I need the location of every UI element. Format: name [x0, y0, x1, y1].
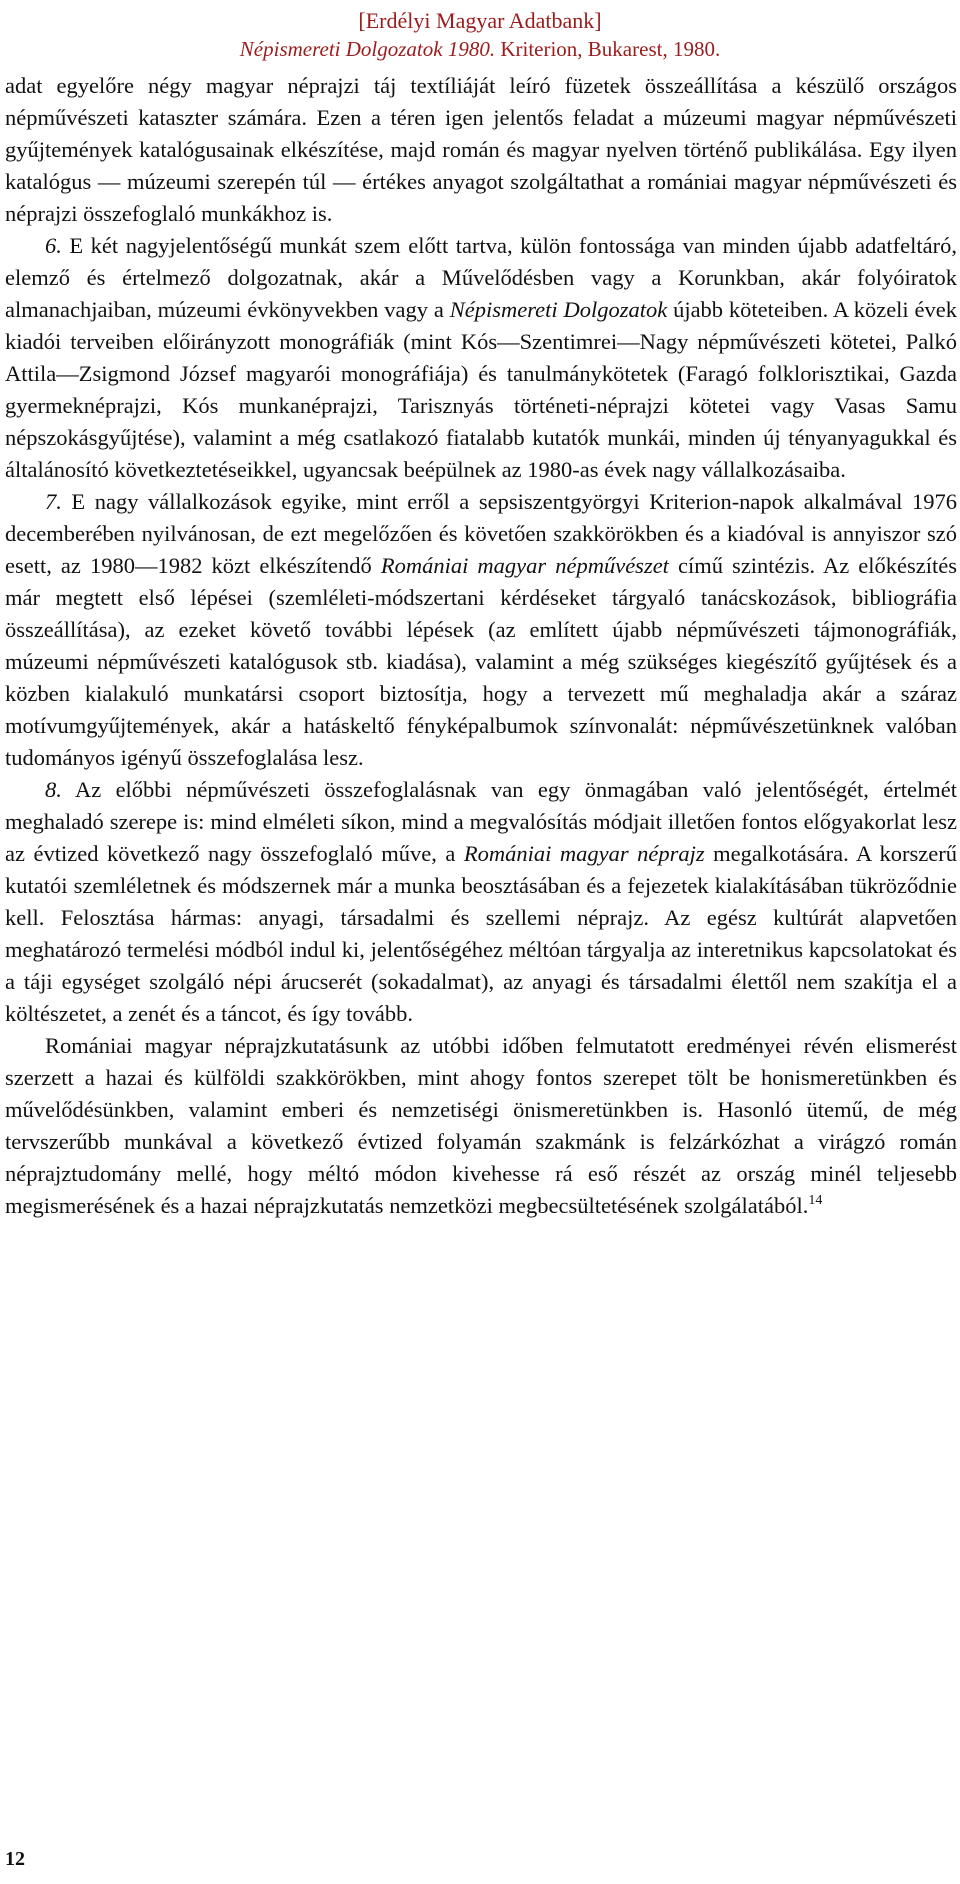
section-number: 6.	[45, 233, 62, 258]
section-number: 8.	[45, 777, 62, 802]
section-number: 7.	[45, 489, 62, 514]
paragraph-text: újabb köteteiben. A közeli évek kiadói terveiben előirányzott monográfiák (mint Kós—Szentimrei—Nagy népművészeti kötetei, Palkó Attila—Zsigmond József magyarói monográfiája) és tanulmánykötetek (Faragó folklorisztikai, Gazda gyermeknéprajzi, Kós munkanéprajzi, Tarisznyás történeti-néprajzi kötetei vagy Vasas Samu népszokásgyűjtése), valamint a még csatlakozó fiatalabb kutatók munkái, minden új tényanyagukkal és általánosító következtetéseikkel, ugyancsak beépülnek az 1980-as évek nagy vállalkozásaiba.	[5, 297, 958, 482]
publication-title: Népismereti Dolgozatok	[449, 297, 668, 322]
citation-title: Népismereti Dolgozatok 1980.	[239, 37, 496, 61]
citation-publisher: Kriterion, Bukarest, 1980.	[495, 37, 721, 61]
publication-title: Romániai magyar néprajz	[463, 841, 705, 866]
paragraph-text: című szintézis. Az előkészítés már megtett első lépései (szemléleti-módszertani kérdéseket tárgyaló tanácskozások, bibliográfia összeállítása), az ezeket követő további lépések (az említett újabb népművészeti tájmonográfiák, múzeumi népművészeti katalógusok stb. kiadása), valamint a még szükséges kiegészítő gyűjtések és a közben kialakuló munkatársi csoport biztosítja, hogy a tervezett mű meghaladja akár a száraz motívumgyűjtemények, akár a hatáskeltő fényképalbumok színvonalát: népművészetünknek valóban tudományos igényű összefoglalása lesz.	[5, 553, 957, 770]
paragraph-1: adat egyelőre négy magyar néprajzi táj textíliáját leíró füzetek összeállítása a készülő országos népművészeti kataszter számára. Ezen a téren igen jelentős feladat a múzeumi magyar népművészeti gyűjtemények katalógusainak elkészítése, majd román és magyar nyelven történő publikálása. Egy ilyen katalógus — múzeumi szerepén túl — értékes anyagot szolgáltathat a romániai magyar népművészeti és néprajzi összefoglaló munkákhoz is.	[5, 73, 957, 226]
paragraph-7	[5, 486, 957, 774]
paragraph-text: Az előbbi népművészeti összefoglalásnak van egy önmagában való jelentőségét, értelmét meghaladó szerepe is: mind elméleti síkon, mind a megvalósítás módjait illetően fontos előgyakorlat lesz az évtized következő nagy összefoglaló műve, a	[5, 777, 957, 866]
citation-line	[0, 35, 960, 64]
paragraph-6	[5, 230, 957, 486]
page-header	[0, 6, 960, 64]
article-body	[5, 70, 957, 1222]
paragraph-closing	[5, 1030, 957, 1222]
paragraph-8	[5, 774, 957, 1030]
paragraph-text: E nagy vállalkozások egyike, mint erről a sepsiszentgyörgyi Kriterion-napok alkalmával 1976 decemberében nyilvánosan, de ezt megelőzően és követően szakkörökben és a kiadóval is annyiszor szó esett, az 1980—1982 közt elkészítendő	[5, 489, 957, 578]
publication-title: Romániai magyar népművészet	[380, 553, 669, 578]
paragraph-text: Romániai magyar néprajzkutatásunk az utóbbi időben felmutatott eredményei révén elismerést szerzett a hazai és külföldi szakkörökben, mint ahogy fontos szerepet tölt be honismeretünkben és művelődésünkben, valamint emberi és nemzetiségi önismeretünkben is. Hasonló ütemű, de még tervszerűbb munkával a következő évtized folyamán szakmánk is felzárkózhat a virágzó román néprajztudomány mellé, hogy méltó módon kivehesse rá eső részét az ország minél teljesebb megismerésének és a hazai néprajzkutatás nemzetközi megbecsültetésének szolgálatából.	[5, 1033, 957, 1218]
paragraph-text: megalkotására. A korszerű kutatói szemléletnek és módszernek már a munka beosztásában és a fejezetek kialakításában tükröződnie kell. Felosztása hármas: anyagi, társadalmi és szellemi néprajz. Az egész kultúrát alapvetően meghatározó termelési módból indul ki, jelentőségéhez méltóan tárgyalja az interetnikus kapcsolatokat és a táji egységet szolgáló népi árucserét (sokadalmat), az anyagi és társadalmi élettől nem szakítja el a költészetet, a zenét és a táncot, és így tovább.	[5, 841, 957, 1026]
footnote-marker[interactable]: 14	[808, 1193, 823, 1208]
source-label: [Erdélyi Magyar Adatbank]	[358, 8, 602, 33]
paragraph-text: E két nagyjelentőségű munkát szem előtt tartva, külön fontossága van minden újabb adatfeltáró, elemző és értelmező dolgozatnak, akár a Művelődésben vagy a Korunkban, akár folyóiratok almanachjaiban, múzeumi évkönyvekben vagy a	[5, 233, 957, 322]
page-number: 12	[5, 1848, 25, 1870]
